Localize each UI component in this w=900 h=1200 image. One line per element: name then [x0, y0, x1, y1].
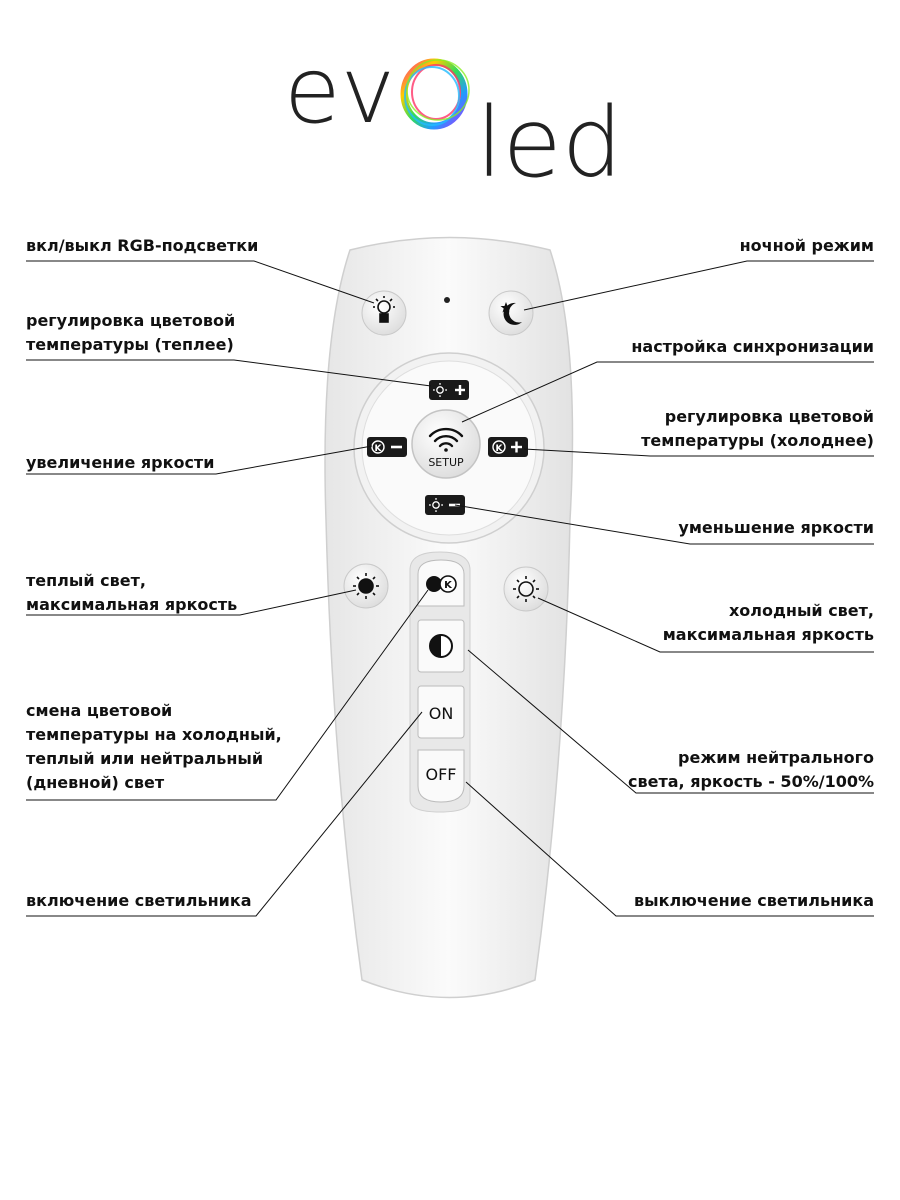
- label-brightness-up: увеличение яркости: [26, 453, 215, 472]
- night-mode-button[interactable]: [489, 291, 533, 335]
- label-colder-line2: температуры (холоднее): [641, 431, 874, 450]
- brightness-up-button[interactable]: [367, 437, 407, 457]
- label-sync-setup: настройка синхронизации: [631, 337, 874, 356]
- remote-control: [325, 238, 573, 998]
- indicator-led: [444, 297, 450, 303]
- label-cold-max-line1: холодный свет,: [728, 601, 874, 620]
- neutral-mode-button[interactable]: [418, 620, 464, 672]
- label-cold-max: [663, 599, 874, 647]
- label-night-mode: ночной режим: [739, 236, 874, 255]
- label-warm-max-line1: теплый свет,: [26, 571, 146, 590]
- label-cct-change-line1: смена цветовой: [26, 701, 173, 720]
- setup-button[interactable]: [412, 410, 480, 478]
- label-warm-max-line2: максимальная яркость: [26, 595, 238, 614]
- brightness-down-button[interactable]: [425, 495, 465, 515]
- label-rgb-toggle: вкл/выкл RGB-подсветки: [26, 236, 259, 255]
- on-button[interactable]: [418, 686, 464, 738]
- off-button[interactable]: [418, 750, 464, 802]
- label-power-on: включение светильника: [26, 891, 252, 910]
- half-circle-icon: [430, 635, 452, 657]
- on-label: ON: [428, 704, 454, 723]
- rgb-toggle-button[interactable]: [362, 291, 406, 335]
- label-brightness-down: уменьшение яркости: [678, 518, 874, 537]
- cold-max-button[interactable]: [504, 567, 548, 611]
- label-power-off: выключение светильника: [634, 891, 874, 910]
- label-warmer: [26, 309, 235, 357]
- cct-change-button[interactable]: [418, 560, 464, 606]
- warmer-button[interactable]: [429, 380, 469, 400]
- label-cct-change-line4: (дневной) свет: [26, 773, 165, 792]
- off-label: OFF: [425, 765, 457, 784]
- evoled-logo: [284, 37, 623, 199]
- label-warmer-line1: регулировка цветовой: [26, 311, 236, 330]
- logo-led: led: [476, 87, 623, 199]
- logo-ev: ev: [284, 37, 396, 144]
- colder-button[interactable]: [488, 437, 528, 457]
- setup-label: SETUP: [428, 456, 464, 469]
- label-warm-max: [26, 569, 237, 617]
- warm-max-button[interactable]: [344, 564, 388, 608]
- logo-rainbow-ring-icon: [404, 60, 469, 126]
- label-cold-max-line2: максимальная яркость: [662, 625, 874, 644]
- label-cct-change-line2: температуры на холодный,: [26, 725, 282, 744]
- label-neutral-line2: света, яркость - 50%/100%: [628, 772, 874, 791]
- label-neutral: [628, 746, 874, 794]
- svg-text:K: K: [444, 580, 452, 591]
- label-cct-change: [26, 699, 282, 795]
- svg-text:K: K: [374, 444, 382, 454]
- label-warmer-line2: температуры (теплее): [26, 335, 234, 354]
- label-colder: [641, 405, 874, 453]
- svg-text:K: K: [495, 444, 503, 454]
- label-neutral-line1: режим нейтрального: [678, 748, 874, 767]
- label-cct-change-line3: теплый или нейтральный: [26, 749, 264, 768]
- label-colder-line1: регулировка цветовой: [664, 407, 874, 426]
